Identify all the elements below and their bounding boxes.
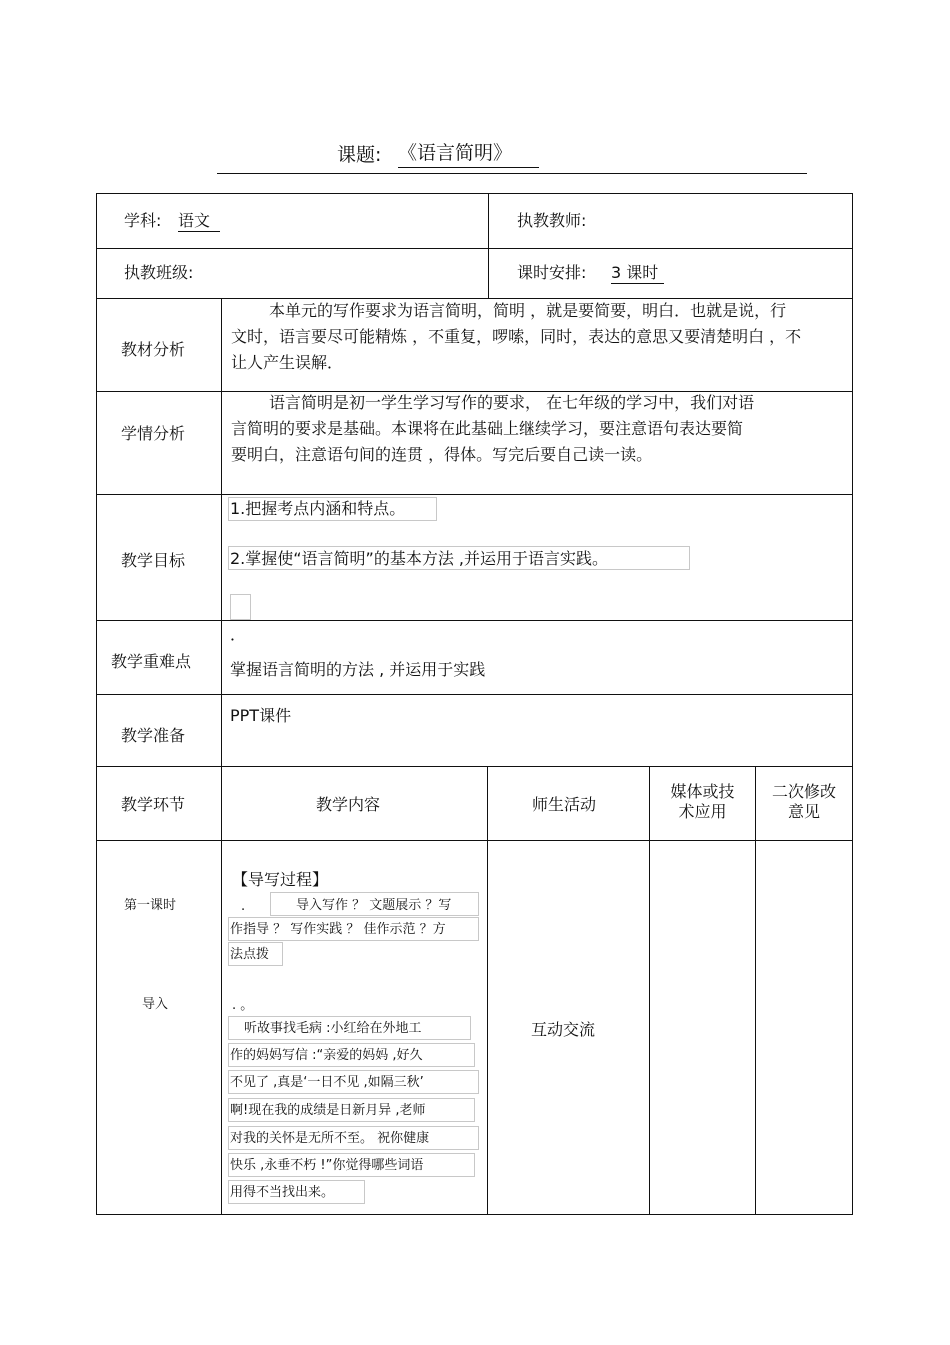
goal-item: 1.把握考点内涵和特点。 (230, 499, 406, 518)
keypoints-dot: ． (230, 625, 247, 644)
header-content: 教学内容 (316, 795, 381, 814)
lesson-heading: 【导写过程】 (232, 870, 329, 889)
teacher-label: 执教教师: (517, 211, 587, 230)
header-revise (756, 782, 852, 822)
header-revise-line: 二次修改 (771, 782, 836, 801)
lesson-dot: . 。 (232, 998, 254, 1013)
material-line: 本单元的写作要求为语言简明，简明 ，就是要简要，明白．也就是说，行 (269, 301, 787, 320)
header-media (650, 782, 755, 822)
students-label: 学情分析 (121, 424, 186, 443)
col-divider (487, 766, 488, 1214)
prep-text: PPT课件 (230, 706, 292, 725)
empty-box (230, 594, 251, 620)
goal-item: 2.掌握使“语言简明”的基本方法 ,并运用于语言实践。 (230, 549, 609, 568)
title-label: 课题: (337, 144, 382, 166)
header-activity: 师生活动 (532, 795, 597, 814)
row-divider (96, 766, 852, 767)
header-media-line: 术应用 (678, 802, 727, 821)
class-label: 执教班级: (124, 263, 194, 282)
page-title (0, 140, 950, 170)
table-border-top (96, 193, 852, 194)
row-divider (96, 840, 852, 841)
students-line: 要明白，注意语句间的连贯 ，得体。写完后要自己读一读。 (231, 445, 653, 464)
lesson-dot: . (241, 899, 246, 914)
schedule-value: 3 课时 (611, 263, 664, 284)
schedule-label: 课时安排: (517, 263, 587, 282)
story-line: 啊!现在我的成绩是日新月异 ,老师 (230, 1103, 426, 1118)
header-revise-line: 意见 (787, 802, 820, 821)
row-divider (96, 494, 852, 495)
material-text (231, 298, 801, 376)
col-divider (649, 766, 650, 1214)
story-line: 对我的关怀是无所不至。 祝你健康 (230, 1131, 430, 1146)
title-rule (217, 173, 807, 174)
story-line: 听故事找毛病 :小红给在外地工 (244, 1021, 422, 1036)
story-line: 快乐 ,永垂不朽 !”你觉得哪些词语 (230, 1158, 424, 1173)
table-border-bottom (96, 1214, 852, 1215)
flow-line: 法点拨 (230, 947, 270, 962)
lesson-activity: 互动交流 (531, 1020, 596, 1039)
row-divider (96, 694, 852, 695)
lesson-period: 第一课时 (124, 898, 177, 913)
subject-label: 学科: (124, 211, 162, 230)
material-line: 让人产生误解． (231, 353, 344, 372)
students-text (231, 390, 754, 468)
material-line: 文时，语言要尽可能精炼 ，不重复，啰嗦，同时，表达的意思又要清楚明白 ，不 (231, 327, 802, 346)
students-line: 语言简明是初一学生学习写作的要求， 在七年级的学习中，我们对语 (269, 393, 755, 412)
subject-value: 语文 (178, 211, 220, 232)
row-divider (96, 620, 852, 621)
row-divider (96, 248, 852, 249)
goals-label: 教学目标 (121, 551, 186, 570)
students-line: 言简明的要求是基础。本课将在此基础上继续学习，要注意语句表达要简 (231, 419, 744, 438)
col-divider (488, 193, 489, 298)
flow-line: 导入写作 ？ 文题展示 ？写 (296, 898, 452, 913)
col-divider (221, 298, 222, 1214)
lesson-stage: 导入 (142, 997, 169, 1012)
title-value: 《语言简明》 (398, 140, 539, 168)
col-divider (755, 766, 756, 1214)
header-stage: 教学环节 (121, 795, 186, 814)
keypoints-text: 掌握语言简明的方法 , 并运用于实践 (230, 660, 486, 679)
story-line: 用得不当找出来。 (230, 1185, 335, 1200)
keypoints-label: 教学重难点 (111, 652, 192, 671)
story-line: 作的妈妈写信 :“亲爱的妈妈 ,好久 (230, 1048, 423, 1063)
story-line: 不见了 ,真是‘一日不见 ,如隔三秋’ (230, 1075, 424, 1090)
header-media-line: 媒体或技 (670, 782, 735, 801)
flow-line: 作指导 ？ 写作实践 ？ 佳作示范 ？方 (230, 922, 446, 937)
prep-label: 教学准备 (121, 726, 186, 745)
table-border-left (96, 193, 97, 1215)
table-border-right (852, 193, 853, 1215)
material-label: 教材分析 (121, 340, 186, 359)
